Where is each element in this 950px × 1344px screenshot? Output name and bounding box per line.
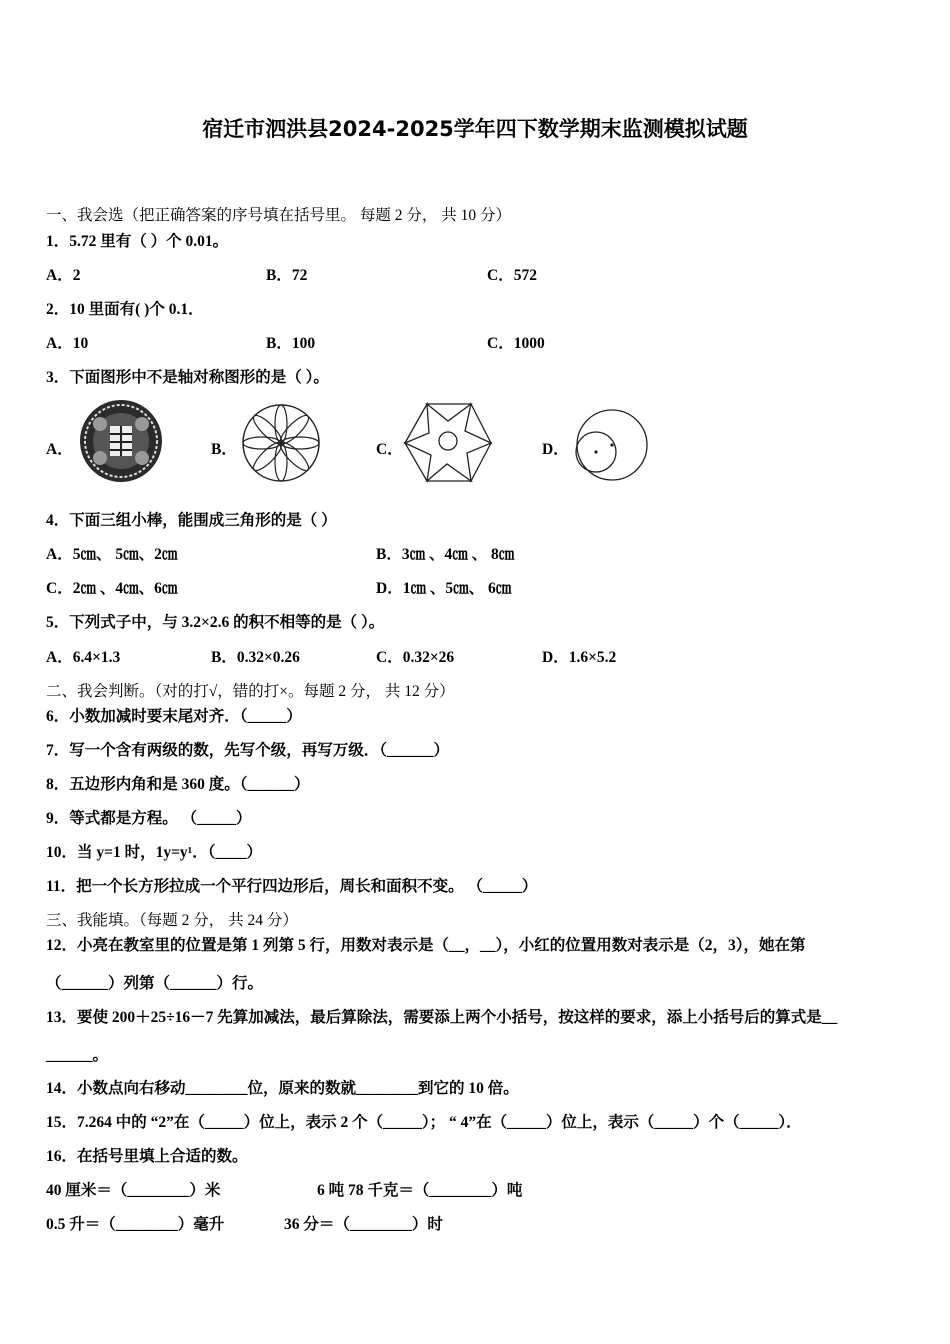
q4-option-b: B．3㎝ 、4㎝ 、 8㎝ <box>376 546 515 563</box>
q16-stem: 16．在括号里填上合适的数。 <box>46 1148 248 1165</box>
q16-item-4: 36 分＝（________）时 <box>284 1216 443 1233</box>
q6: 6．小数加减时要末尾对齐．（_____） <box>46 708 302 725</box>
q1-option-a: A．2 <box>46 267 81 284</box>
q15: 15．7.264 中的 “2”在（_____）位上，表示 2 个（_____）； “ 4”在（_____）位上，表示（_____）个（_____）． <box>46 1114 802 1131</box>
q10: 10．当 y=1 时，1y=y¹．（____） <box>46 844 263 861</box>
q11: 11．把一个长方形拉成一个平行四边形后，周长和面积不变。 （_____） <box>46 878 538 895</box>
q3-figure-c-pinwheel <box>403 401 493 485</box>
q3-option-c: C． <box>376 441 403 458</box>
q16-item-2: 6 吨 78 千克＝（________）吨 <box>317 1182 523 1199</box>
q3-stem: 3．下面图形中不是轴对称图形的是（ ）。 <box>46 369 329 386</box>
q1-option-c: C．572 <box>487 267 537 284</box>
section2-heading: 二、我会判断。（对的打√，错的打×。每题 2 分， 共 12 分） <box>46 683 455 700</box>
q5-option-b: B．0.32×0.26 <box>211 649 300 666</box>
q14: 14．小数点向右移动________位，原来的数就________到它的 10 倍。 <box>46 1080 519 1097</box>
q5-option-c: C．0.32×26 <box>376 649 455 666</box>
q4-option-d: D．1㎝ 、5㎝、 6㎝ <box>376 580 512 597</box>
page-title: 宿迁市泗洪县2024-2025学年四下数学期末监测模拟试题 <box>202 117 748 141</box>
section1-heading: 一、我会选（把正确答案的序号填在括号里。 每题 2 分， 共 10 分） <box>46 207 512 224</box>
q8: 8．五边形内角和是 360 度。（______） <box>46 776 310 793</box>
q12-line2: （______）列第（______）行。 <box>46 975 264 992</box>
q3-option-d: D． <box>542 441 569 458</box>
q4-stem: 4．下面三组小棒，能围成三角形的是（ ） <box>46 512 337 529</box>
section3-heading: 三、我能填。（每题 2 分， 共 24 分） <box>46 912 298 929</box>
q13-line2: ______。 <box>46 1047 109 1064</box>
q7: 7．写一个含有两级的数，先写个级，再写万级．（______） <box>46 742 450 759</box>
q13-line1: 13．要使 200＋25÷16－7 先算加减法，最后算除法，需要添上两个小括号，按这样的要求，添上小括号后的算式是__ <box>46 1009 838 1026</box>
q12-line1: 12．小亮在教室里的位置是第 1 列第 5 行，用数对表示是（__，__），小红的位置用数对表示是（2，3），她在第 <box>46 937 806 954</box>
q3-option-b: B． <box>211 441 237 458</box>
q1-option-b: B．72 <box>266 267 308 284</box>
q16-item-1: 40 厘米＝（________）米 <box>46 1182 221 1199</box>
q2-stem: 2．10 里面有( )个 0.1． <box>46 301 204 318</box>
q5-option-d: D．1.6×5.2 <box>542 649 617 666</box>
q9: 9．等式都是方程。 （_____） <box>46 810 252 827</box>
q2-option-a: A．10 <box>46 335 89 352</box>
q3-figure-a-emblem <box>78 398 164 484</box>
q2-option-c: C．1000 <box>487 335 545 352</box>
q3-option-a: A． <box>46 441 73 458</box>
q4-option-c: C．2㎝ 、4㎝、6㎝ <box>46 580 178 597</box>
q3-figure-d-circles <box>574 407 650 483</box>
q2-option-b: B．100 <box>266 335 316 352</box>
q1-stem: 1．5.72 里有（ ）个 0.01。 <box>46 233 229 250</box>
q5-stem: 5．下列式子中，与 3.2×2.6 的积不相等的是（ ）。 <box>46 614 385 631</box>
q5-option-a: A．6.4×1.3 <box>46 649 121 666</box>
q16-item-3: 0.5 升＝（________）毫升 <box>46 1216 225 1233</box>
q4-option-a: A．5㎝、 5㎝、2㎝ <box>46 546 178 563</box>
q3-figure-b-flower <box>240 402 322 484</box>
